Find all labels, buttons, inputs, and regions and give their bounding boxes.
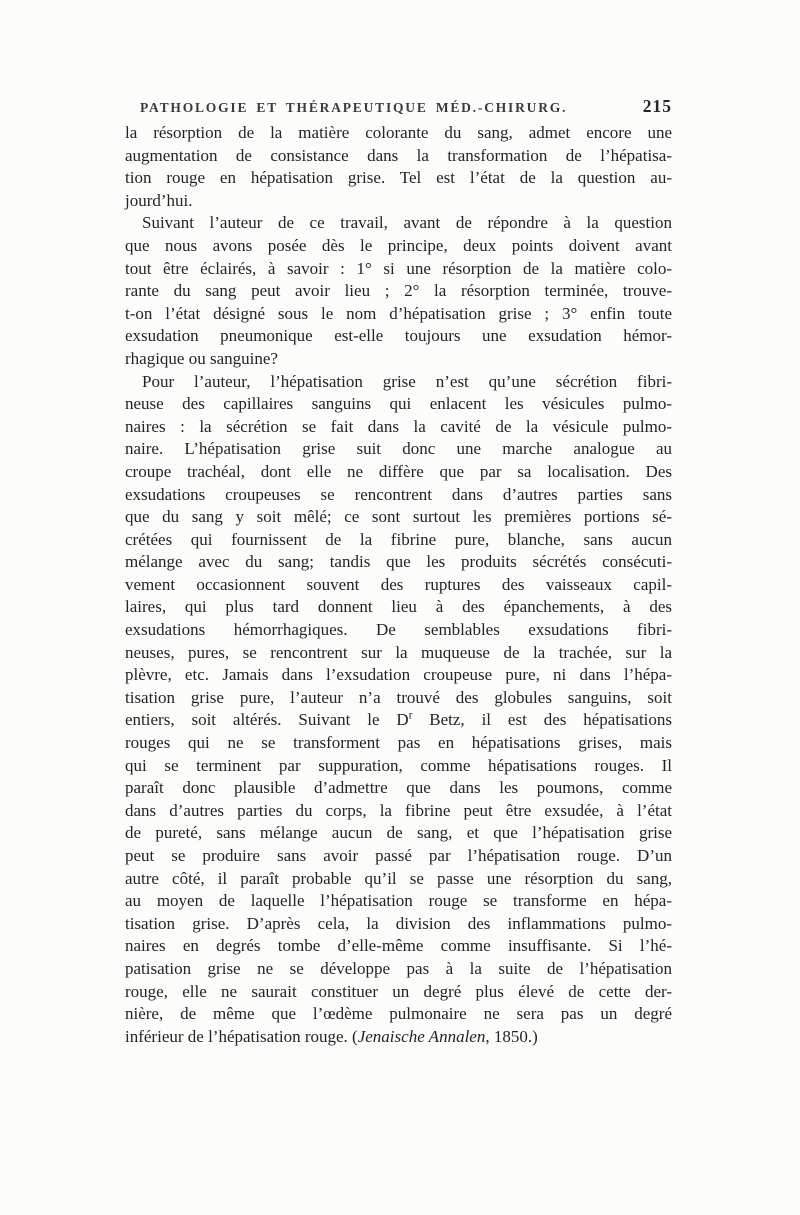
text-segment: rante du sang peut avoir lieu ; 2° la résorption terminée, trouve- [125,281,672,301]
text-segment: laires, qui plus tard donnent lieu à des épanchements, à des [125,597,672,617]
text-segment: que du sang y soit mêlé; ce sont surtout les premières portions sé- [125,507,672,527]
text-line [125,777,672,800]
running-title: PATHOLOGIE ET THÉRAPEUTIQUE MÉD.-CHIRURG. [140,100,568,115]
text-line [125,280,672,303]
text-segment: t-on l’état désigné sous le nom d’hépatisation grise ; 3° enfin toute [125,303,672,323]
text-segment: exsudation pneumonique est-elle toujours une exsudation hémor- [125,326,672,346]
text-line [125,348,672,371]
text-segment: inférieur de l’hépatisation rouge. ( [125,1026,358,1046]
text-line [125,755,672,778]
text-segment: autre côté, il paraît probable qu’il se passe une résorption du sang, [125,868,672,888]
text-line [125,190,672,213]
text-segment: tion rouge en hépatisation grise. Tel est l’état de la question au- [125,168,672,188]
text-segment: rouge, elle ne saurait constituer un degré plus élevé de cette der- [125,981,672,1001]
text-segment: qui se terminent par suppuration, comme hépatisations rouges. Il [125,755,672,775]
text-segment: plèvre, etc. Jamais dans l’exsudation croupeuse pure, ni dans l’hépa- [125,665,672,685]
text-line [125,868,672,891]
text-line [125,935,672,958]
text-line [125,913,672,936]
text-line [125,484,672,507]
text-segment: rouges qui ne se transforment pas en hépatisations grises, mais [125,733,672,753]
text-line [125,664,672,687]
text-segment: r [408,709,413,722]
text-segment: tisation grise pure, l’auteur n’a trouvé des globules sanguins, soit [125,687,672,707]
text-segment: vement occasionnent souvent des ruptures des vaisseaux capil- [125,574,672,594]
text-line [125,303,672,326]
text-segment: dans d’autres parties du corps, la fibrine peut être exsudée, à l’état [125,800,672,820]
text-line [125,596,672,619]
text-line [125,890,672,913]
paragraph [125,122,672,212]
text-line [125,642,672,665]
text-line [125,122,672,145]
text-line [125,506,672,529]
text-segment: la résorption de la matière colorante du sang, admet encore une [125,123,672,142]
text-segment: patisation grise ne se développe pas à la suite de l’hépatisation [125,958,672,978]
text-line [125,800,672,823]
text-segment: au moyen de laquelle l’hépatisation rouge se transforme en hépa- [125,891,672,911]
text-line [125,551,672,574]
text-segment: naires en degrés tombe d’elle-même comme insuffisante. Si l’hé- [125,936,672,956]
text-line [125,1003,672,1026]
text-line [125,732,672,755]
text-segment: exsudations hémorrhagiques. De semblables exsudations fibri- [125,620,672,640]
text-line [125,709,672,732]
text-segment: , 1850.) [485,1026,538,1046]
text-segment: tisation grise. D’après cela, la division des inflammations pulmo- [125,913,672,933]
text-segment: peut se produire sans avoir passé par l’hépatisation rouge. D’un [125,846,672,865]
text-line [125,619,672,642]
text-segment: nière, de même que l’œdème pulmonaire ne sera pas un degré [125,1004,672,1024]
text-line [125,258,672,281]
text-line [125,371,672,394]
paragraph [125,212,672,370]
text-segment: Suivant l’auteur de ce travail, avant de répondre à la question [142,213,672,233]
page-number: 215 [642,96,672,116]
page-body [125,122,672,1048]
text-line [125,145,672,168]
text-segment: naires : la sécrétion se fait dans la cavité de la vésicule pulmo- [125,416,672,436]
page-header [128,96,672,117]
text-line [125,235,672,258]
text-line [125,529,672,552]
text-segment: neuse des capillaires sanguins qui enlacent les vésicules pulmo- [125,394,672,414]
text-segment: Pour l’auteur, l’hépatisation grise n’est qu’une sécrétion fibri- [142,371,672,391]
text-line [125,1026,672,1049]
text-line [125,822,672,845]
text-segment: que nous avons posée dès le principe, deux points doivent avant [125,235,672,255]
text-line [125,574,672,597]
text-segment: paraît donc plausible d’admettre que dans les poumons, comme [125,778,672,798]
text-segment: augmentation de consistance dans la transformation de l’hépatisa- [125,145,672,165]
text-segment: rhagique ou sanguine? [125,348,278,368]
text-segment: de pureté, sans mélange aucun de sang, et que l’hépatisation grise [125,823,672,843]
text-segment: exsudations croupeuses se rencontrent dans d’autres parties sans [125,484,672,504]
text-segment: Betz, il est des hépatisations [412,710,673,730]
text-segment: tout être éclairés, à savoir : 1° si une résorption de la matière colo- [125,258,672,278]
text-line [125,958,672,981]
text-segment: neuses, pures, se rencontrent sur la muqueuse de la trachée, sur la [125,642,672,662]
text-line [125,416,672,439]
text-line [125,461,672,484]
text-line [125,325,672,348]
text-line [125,981,672,1004]
text-line [125,393,672,416]
text-line [125,438,672,461]
text-segment: naire. L’hépatisation grise suit donc une marche analogue au [125,439,672,459]
text-segment: crétées qui fournissent de la fibrine pure, blanche, sans aucun [125,529,672,549]
citation-italic: Jenaische Annalen [357,1026,486,1046]
text-line [125,212,672,235]
text-segment: entiers, soit altérés. Suivant le D [125,710,409,730]
text-line [125,687,672,710]
paragraph [125,371,672,1049]
text-line [125,845,672,868]
text-segment: jourd’hui. [125,190,193,210]
text-line [125,167,672,190]
text-segment: croupe trachéal, dont elle ne diffère que par sa localisation. Des [125,461,672,481]
text-segment: mélange avec du sang; tandis que les produits sécrétés consécuti- [125,552,672,572]
